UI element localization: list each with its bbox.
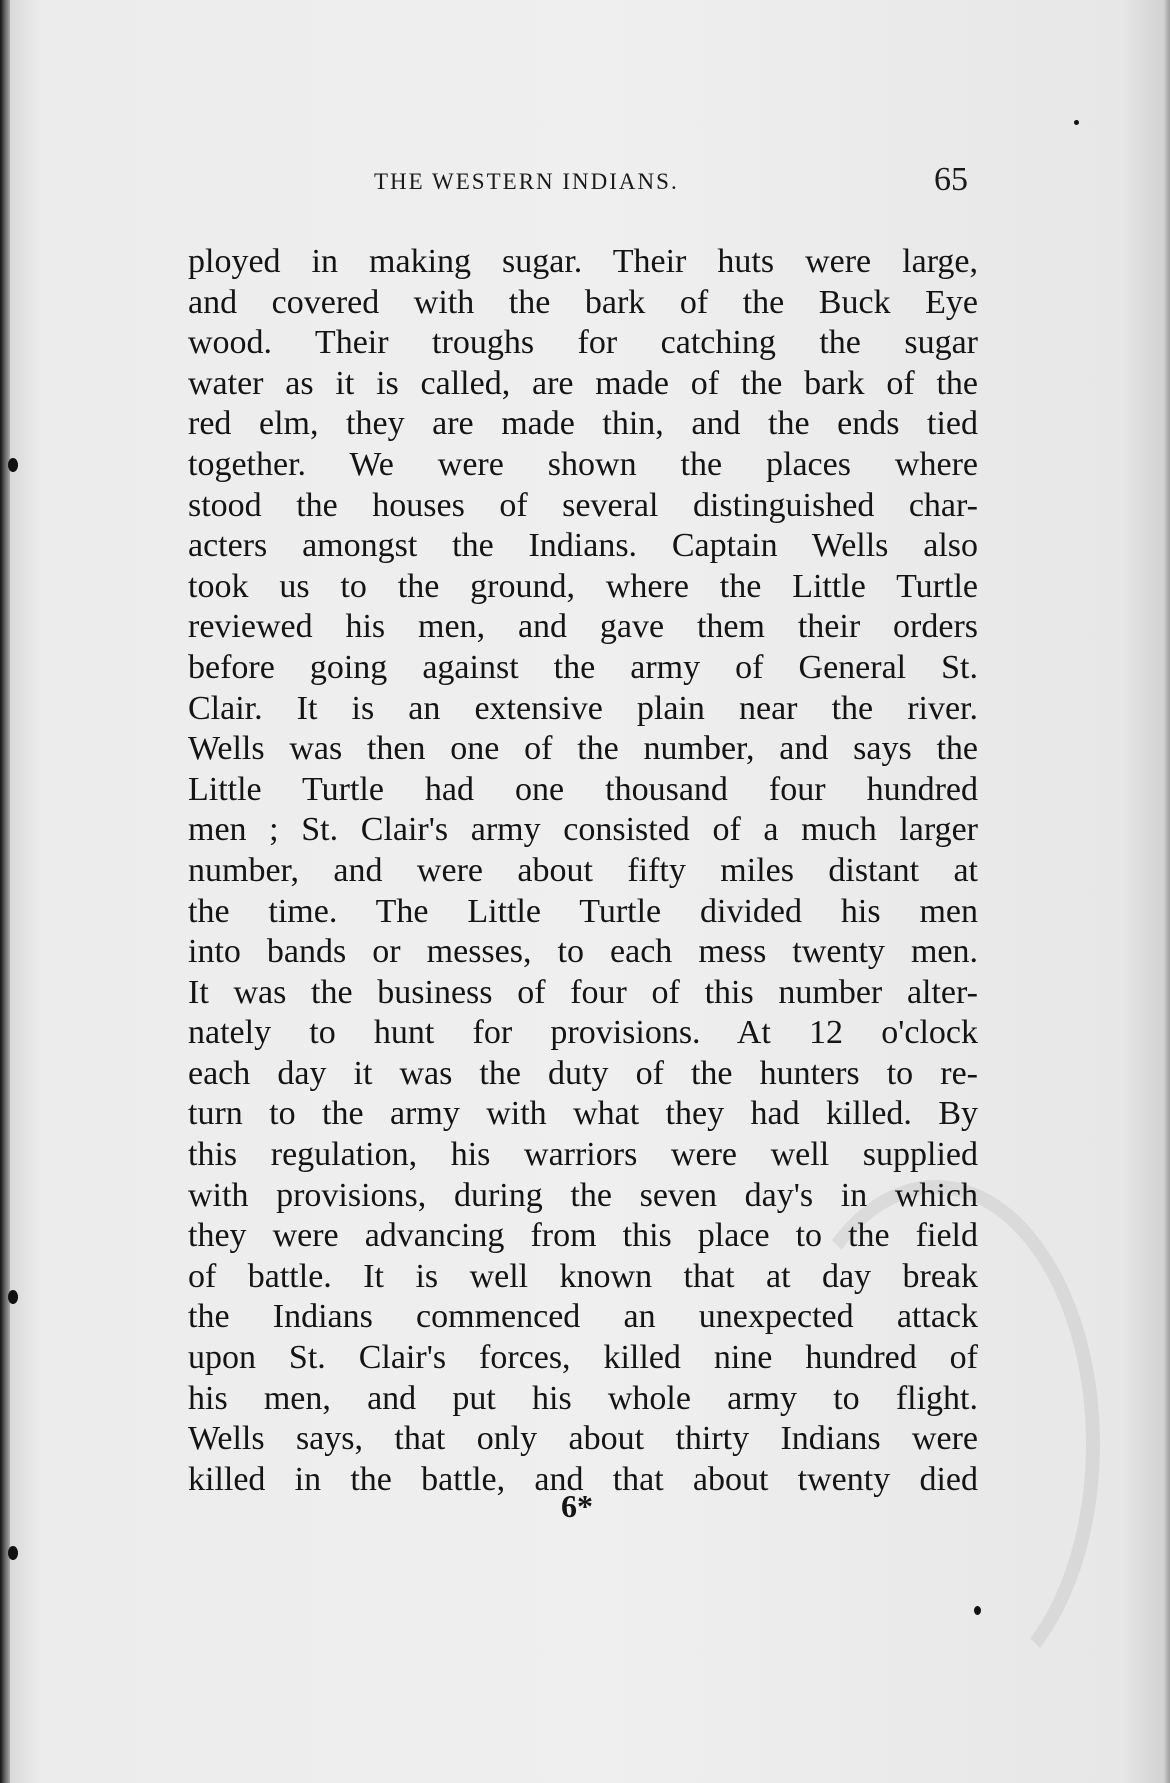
text-line: men ; St. Clair's army consisted of a much larger [188,811,978,849]
text-line: with provisions, during the seven day's in which [188,1176,978,1214]
text-line: water as it is called, are made of the bark of the [188,364,978,402]
text-line: his men, and put his whole army to flight. [188,1379,978,1417]
text-line: took us to the ground, where the Little Turtle [188,567,978,605]
text-line: turn to the army with what they had killed. By [188,1095,978,1133]
text-line: acters amongst the Indians. Captain Wells also [188,527,978,565]
spine-mark [8,1546,18,1560]
text-line: the time. The Little Turtle divided his men [188,892,978,930]
speck [1074,120,1079,125]
text-line: before going against the army of General St. [188,648,978,686]
page-header [188,161,968,205]
signature-mark: 6* [561,1488,593,1524]
text-line: ployed in making sugar. Their huts were large, [188,243,978,280]
book-spine-edge [0,0,10,1783]
text-line: nately to hunt for provisions. At 12 o'clock [188,1014,978,1052]
text-line: they were advancing from this place to the field [188,1217,978,1255]
text-line: Wells says, that only about thirty Indians were [188,1420,978,1458]
text-line: killed in the battle, and that about twenty died [188,1460,978,1498]
text-line: upon St. Clair's forces, killed nine hundred of [188,1339,978,1377]
speck [974,1606,981,1615]
running-title: THE WESTERN INDIANS. [374,169,679,194]
text-line: into bands or messes, to each mess twenty men. [188,933,978,971]
text-line: the Indians commenced an unexpected attack [188,1298,978,1336]
text-line: this regulation, his warriors were well supplied [188,1136,978,1174]
text-line: together. We were shown the places where [188,445,978,483]
text-line: number, and were about fifty miles distant at [188,851,978,889]
text-line: Little Turtle had one thousand four hundred [188,770,978,808]
text-line: stood the houses of several distinguished char- [188,486,978,524]
body-text [188,242,978,1500]
page-number: 65 [934,161,968,198]
spine-mark [8,458,18,472]
text-line: It was the business of four of this number alter- [188,973,978,1011]
text-line: red elm, they are made thin, and the ends tied [188,405,978,443]
text-line: wood. Their troughs for catching the sugar [188,324,978,362]
text-line: and covered with the bark of the Buck Eye [188,283,978,321]
text-line: each day it was the duty of the hunters to re- [188,1054,978,1092]
spine-mark [8,1290,18,1304]
text-line: of battle. It is well known that at day break [188,1257,978,1295]
page-right-edge [1164,0,1170,1783]
text-line: Clair. It is an extensive plain near the river. [188,689,978,727]
text-line: reviewed his men, and gave them their orders [188,608,978,646]
text-line: Wells was then one of the number, and says the [188,730,978,768]
